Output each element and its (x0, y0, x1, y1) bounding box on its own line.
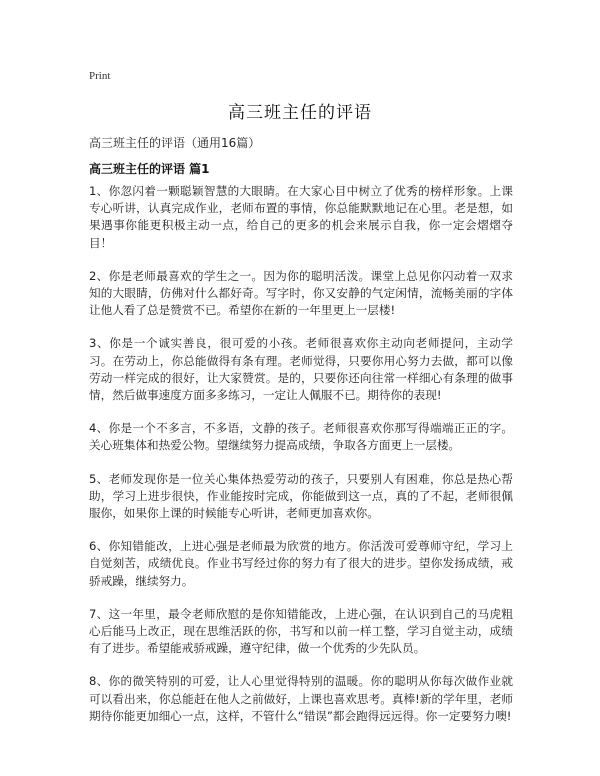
comment-paragraph-3: 3、你是一个诚实善良，很可爱的小孩。老师很喜欢你主动向老师提问，主动学习。在劳动上，你总能做得有条有理。老师觉得，只要你用心努力去做，都可以像劳动一样完成的很好，让大家赞赏。是的，只要你还向往常一样细心有条理的做事情，然后做事速度方面多多练习，一定让人佩服不已。期待你的表现! (89, 336, 513, 403)
comment-paragraph-6: 6、你知错能改，上进心强是老师最为欣赏的地方。你活泼可爱尊师守纪，学习上自觉刻苦，成绩优良。作业书写经过你的努力有了很大的进步。望你发扬成绩，戒骄戒躁，继续努力。 (89, 539, 513, 588)
print-link[interactable]: Print (89, 70, 111, 82)
section-heading: 高三班主任的评语 篇1 (89, 162, 210, 176)
comment-paragraph-8: 8、你的微笑特别的可爱，让人心里觉得特别的温暖。你的聪明从你每次做作业就可以看出来，你总能赶在他人之前做好，上课也喜欢思考。真棒!新的学年里，老师期待你能更加细心一点，这样，不管什么“错误”都会跑得远远得。你一定要努力噢! (89, 674, 513, 723)
comment-paragraph-4: 4、你是一个不多言，不多语，文静的孩子。老师很喜欢你那写得端端正正的字。关心班集体和热爱公物。望继续努力提高成绩，争取各方面更上一层楼。 (89, 421, 513, 453)
article-body (89, 183, 513, 741)
comment-paragraph-7: 7、这一年里，最令老师欣慰的是你知错能改，上进心强，在认识到自己的马虎粗心后能马上改正，现在思维活跃的你，书写和以前一样工整，学习自觉主动，成绩有了进步。希望能戒骄戒躁，遵守纪律，做一个优秀的少先队员。 (89, 606, 513, 656)
document-subtitle: 高三班主任的评语（通用16篇） (89, 136, 261, 150)
comment-paragraph-1: 1、你忽闪着一颗聪颖智慧的大眼睛。在大家心目中树立了优秀的榜样形象。上课专心听讲，认真完成作业，老师布置的事情，你总能默默地记在心里。老是想，如果遇事你能更积极主动一点，给自己的更多的机会来展示自我，你一定会熠熠夺目！ (89, 184, 513, 250)
comment-paragraph-5: 5、老师发现你是一位关心集体热爱劳动的孩子，只要别人有困难，你总是热心帮助，学习上进步很快，作业能按时完成，你能做到这一点，真的了不起，老师很佩服你，如果你上课的时候能专心听讲，老师更加喜欢你。 (89, 471, 513, 521)
comment-paragraph-2: 2、你是老师最喜欢的学生之一。因为你的聪明活泼。课堂上总见你闪动着一双求知的大眼睛，仿佛对什么都好奇。写字时，你又安静的气定闲情，流畅美丽的字体让他人看了总是赞赏不已。希望你在新的一年里更上一层楼! (89, 268, 513, 318)
page-title: 高三班主任的评语 (228, 103, 372, 123)
